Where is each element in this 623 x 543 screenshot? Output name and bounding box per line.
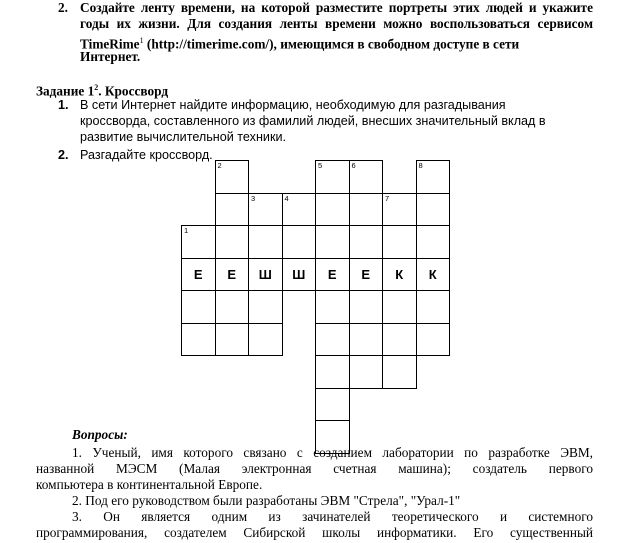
service-name: TimeRime <box>80 36 140 52</box>
crossword-cell[interactable] <box>282 193 317 227</box>
crossword-cell[interactable] <box>248 290 283 324</box>
clue-number: 2 <box>217 161 222 170</box>
crossword-cell[interactable] <box>315 193 350 227</box>
crossword-cell[interactable] <box>315 388 350 422</box>
cell-letter: К <box>395 266 404 282</box>
crossword-cell[interactable] <box>215 290 250 324</box>
item-number: 1. <box>58 98 69 112</box>
question-line: программирования, создателем Сибирской школы информатики. Его существенный <box>36 525 593 540</box>
cell-letter: Е <box>193 266 203 282</box>
question-line: названной МЭСМ (Малая электронная счетная машина); создатель первого <box>36 461 593 476</box>
clue-number: 7 <box>385 193 390 203</box>
crossword-cell[interactable] <box>382 258 417 292</box>
paragraph-line: годы их жизни. Для создания ленты времени можно воспользоваться сервисом <box>80 16 593 31</box>
crossword-cell[interactable] <box>282 225 317 259</box>
clue-number: 5 <box>318 161 323 170</box>
crossword-cell[interactable] <box>349 355 384 389</box>
crossword-cell[interactable] <box>215 323 250 357</box>
paragraph-line: развитие вычислительной техники. <box>80 130 286 144</box>
crossword-cell[interactable] <box>315 160 350 194</box>
crossword-cell[interactable] <box>416 290 451 324</box>
crossword-cell[interactable] <box>315 290 350 324</box>
question-line: 1. Ученый, имя которого связано с созданием лаборатории по разработке ЭВМ, <box>72 445 593 460</box>
footnote-mark: 1 <box>139 36 144 45</box>
crossword-cell[interactable] <box>215 193 250 227</box>
crossword-cell[interactable] <box>349 160 384 194</box>
crossword-cell[interactable] <box>282 258 317 292</box>
crossword-cell[interactable] <box>315 258 350 292</box>
crossword-cell[interactable] <box>315 225 350 259</box>
crossword-cell[interactable] <box>315 355 350 389</box>
crossword-cell[interactable] <box>315 323 350 357</box>
crossword-cell[interactable] <box>349 290 384 324</box>
crossword-cell[interactable] <box>349 193 384 227</box>
cell-letter: Е <box>361 266 371 282</box>
task-title: Задание $1^2$. Кроссворд <box>36 83 169 99</box>
questions-title: Вопросы: <box>72 427 128 442</box>
crossword-cell[interactable] <box>382 225 417 259</box>
cell-letter: Ш <box>292 266 306 282</box>
crossword-cell[interactable] <box>248 193 283 227</box>
paragraph-line: В сети Интернет найдите информацию, необходимую для разгадывания <box>80 98 506 112</box>
question-line: 3. Он является одним из зачинателей теоретического и системного <box>72 509 593 524</box>
cell-letter: Е <box>327 266 337 282</box>
crossword-cell[interactable] <box>416 323 451 357</box>
crossword-cell[interactable] <box>349 323 384 357</box>
crossword-cell[interactable] <box>382 193 417 227</box>
crossword-cell[interactable] <box>248 323 283 357</box>
clue-number: 4 <box>284 193 289 203</box>
paragraph-line: Разгадайте кроссворд. <box>80 148 213 162</box>
question-line: компьютера в континентальной Европе. <box>36 477 263 492</box>
crossword-cell[interactable] <box>181 258 216 292</box>
cell-letter: Е <box>227 266 237 282</box>
crossword-cell[interactable] <box>181 290 216 324</box>
crossword-cell[interactable] <box>416 225 451 259</box>
question-line: 2. Под его руководством были разработаны ЭВМ "Стрела", "Урал-1" <box>72 493 461 508</box>
paragraph-line: Интернет. <box>80 49 141 64</box>
crossword-cell[interactable] <box>248 225 283 259</box>
service-url: (http://timerime.com/) <box>143 36 274 52</box>
crossword-cell[interactable] <box>382 323 417 357</box>
crossword-cell[interactable] <box>416 193 451 227</box>
crossword-cell[interactable] <box>349 225 384 259</box>
paragraph-line <box>80 33 593 53</box>
clue-number: 8 <box>418 161 423 170</box>
crossword-cell[interactable] <box>248 258 283 292</box>
paragraph-text: , имеющимся в свободном доступе в сети <box>273 36 520 52</box>
clue-number: 1 <box>184 226 189 235</box>
crossword-cell[interactable] <box>215 258 250 292</box>
clue-number: 3 <box>251 193 256 203</box>
crossword-cell[interactable] <box>181 225 216 259</box>
crossword-cell[interactable] <box>416 258 451 292</box>
crossword-cell[interactable] <box>416 160 451 194</box>
crossword-cell[interactable] <box>215 225 250 259</box>
crossword-cell[interactable] <box>382 290 417 324</box>
cell-letter: Ш <box>258 266 272 282</box>
item-number: 2. <box>58 148 69 162</box>
paragraph-line: Создайте ленту времени, на которой разместите портреты этих людей и укажите <box>80 0 593 15</box>
crossword-cell[interactable] <box>349 258 384 292</box>
item-number: 2. <box>58 0 68 15</box>
crossword-cell[interactable] <box>382 355 417 389</box>
crossword-cell[interactable] <box>215 160 250 194</box>
clue-number: 6 <box>351 161 356 170</box>
cell-letter: К <box>428 266 437 282</box>
paragraph-line: кроссворда, составленного из фамилий людей, внесших значительный вклад в <box>80 114 546 128</box>
crossword-cell[interactable] <box>181 323 216 357</box>
